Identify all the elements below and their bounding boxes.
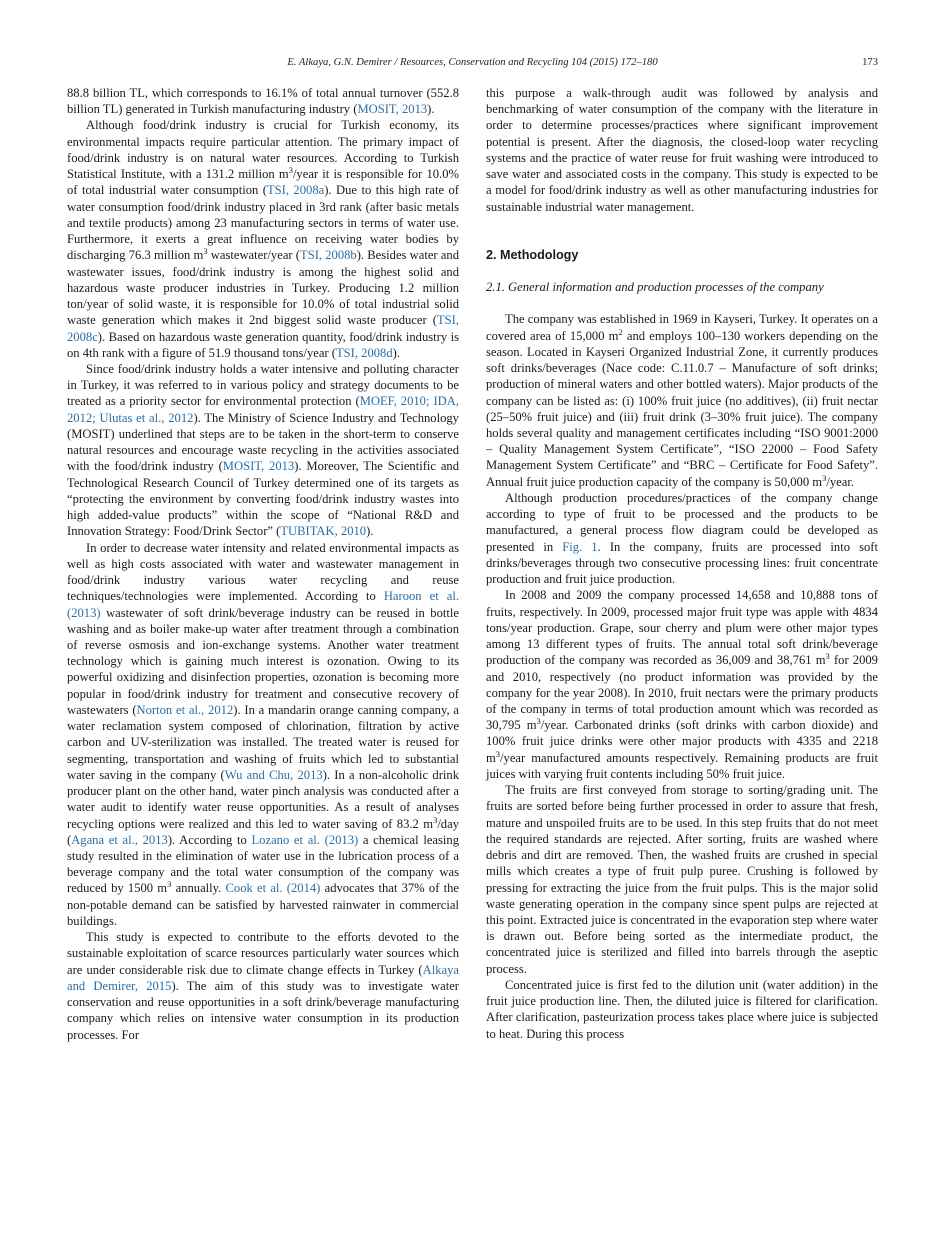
citation-link[interactable]: MOEF, 2010; IDA, 2012; Ulutas et al., 2012 <box>67 394 459 425</box>
running-title: E. Alkaya, G.N. Demirer / Resources, Conservation and Recycling 104 (2015) 172–180 <box>287 57 658 68</box>
superscript: 3 <box>825 651 830 662</box>
paragraph <box>486 490 878 587</box>
superscript: 3 <box>167 879 172 890</box>
citation-link[interactable]: TSI, 2008b <box>300 248 357 263</box>
citation-link[interactable]: Norton et al., 2012 <box>136 702 234 717</box>
citation-link[interactable]: Haroon et al. (2013) <box>67 589 459 620</box>
text-run: for 2009 and 2010, respectively (no product information was provided by the company for the year 2008). In 2010, fruit nectars were the primary products of the company in terms of total production amount which was recorded as 30,795 m <box>486 653 878 733</box>
text-run: ). The aim of this study was to investigate water conservation and reuse opportunities in a soft drink/beverage manufacturing company which relies on intensive water consumption in its production processes. For <box>67 978 459 1042</box>
text-run: Although production procedures/practices of the company change according to type of fruit to be processed and the products to be manufactured, a general process flow diagram could be developed as presented in <box>486 490 878 554</box>
text-run: this purpose a walk-through audit was followed by analysis and benchmarking of water consumption of the company with the literature in order to determine processes/practices where significant improvement potential is present. After the diagnosis, the closed-loop water recycling systems and the practice of water reuse for fruit washing were introduced to save water and associated costs in the company. This study is expected to be a model for food/drink industry as well as other manufacturing industries for sustainable industrial water management. <box>486 86 878 214</box>
paragraph <box>486 587 878 782</box>
section-heading: 2. Methodology <box>486 247 579 262</box>
text-run: In 2008 and 2009 the company processed 14,658 and 10,888 tons of fruits, respectively. In 2009, processed major fruit type was apple with 4834 tons/year production. Grape, sour cherry and plum were other major types among 13 different types of fruits. The annual total soft drink/beverage production of the company was recorded as 36,009 and 38,761 m <box>486 588 878 668</box>
left-column <box>67 85 459 1043</box>
citation-link[interactable]: TSI, 2008c <box>67 313 459 344</box>
paragraph <box>67 361 459 540</box>
citation-link[interactable]: MOSIT, 2013 <box>222 459 295 474</box>
citation-link[interactable]: Lozano et al. (2013) <box>251 832 359 847</box>
superscript: 3 <box>822 472 827 483</box>
text-run: ). <box>366 524 374 539</box>
superscript: 3 <box>495 748 501 759</box>
text-run: /year it is responsible for 10.0% of total industrial water consumption ( <box>67 167 459 198</box>
text-run: Concentrated juice is first fed to the dilution unit (water addition) in the fruit juice production line. Then, the diluted juice is filtered for clarification. After clarification, pasteurization process takes place where juice is subjected to heat. During this process <box>486 977 878 1041</box>
text-run: 88.8 billion TL, which corresponds to 16.1% of total annual turnover (552.8 billion TL) generated in Turkish manufacturing industry ( <box>67 86 459 117</box>
citation-link[interactable]: MOSIT, 2013 <box>357 102 428 117</box>
citation-link[interactable]: Alkaya and Demirer, 2015 <box>67 962 459 993</box>
text-run: Since food/drink industry holds a water intensive and polluting character in Turkey, it was referred to in various policy and strategy documents to be treated as a priority sector for environmental protection ( <box>67 361 459 409</box>
text-run: ). <box>392 345 400 360</box>
text-run: . In the company, fruits are processed into soft drinks/beverages through two consecutive processing lines: fruit concentrate production and fruit juice production. <box>486 539 878 587</box>
text-run: Although food/drink industry is crucial for Turkish economy, its environmental impacts require particular attention. The primary impact of food/drink industry is on natural water resources. According to Turkish Statistical Institute, with a 131.2 million m <box>67 118 459 182</box>
paragraph <box>67 117 459 361</box>
paragraph <box>67 929 459 1043</box>
text-run: /year manufactured amounts respectively. Remaining products are fruit juices with varying fruit contents including 50% fruit juice. <box>486 750 878 781</box>
paragraph <box>67 85 459 117</box>
paragraph <box>67 540 459 930</box>
superscript: 3 <box>433 814 438 825</box>
text-run: a chemical leasing study resulted in the elimination of water use in the lubrication process of a beverage company and the total water consumption of the company was reduced by 1500 m <box>67 832 459 896</box>
text-run: /year. Carbonated drinks (soft drinks with carbon dioxide) and 100% fruit juice drinks were other major products with 4335 and 2218 m <box>486 718 879 765</box>
text-run: In order to decrease water intensity and related environmental impacts as well as high costs associated with water and wastewater management in food/drink industry various water recycling and reuse techniques/technologies were implemented. According to <box>67 540 459 604</box>
text-run: /day ( <box>67 816 459 847</box>
text-run: ). In a non-alcoholic drink producer plant on the other hand, water pinch analysis was conducted after a water audit to identify water reuse opportunities. As a result of analyses recycling options were realized and this led to water saving of 83.2 m <box>67 767 459 831</box>
text-run: ). Due to this high rate of water consumption food/drink industry placed in 3rd rank (after basic metals and textile products) among 23 manufacturing sectors in terms of water use. Furthermore, it exerts a great influence on receiving water bodies by discharging 76.3 million m <box>67 183 459 263</box>
citation-link[interactable]: TUBITAK, 2010 <box>280 524 367 539</box>
paragraph <box>486 977 878 1042</box>
text-run: annually. <box>171 881 226 896</box>
citation-link[interactable]: Agana et al., 2013 <box>71 832 168 847</box>
text-run: The company was established in 1969 in Kayseri, Turkey. It operates on a covered area of 15,000 m <box>486 312 878 343</box>
text-run: wastewater/year ( <box>207 248 300 263</box>
superscript: 3 <box>536 716 541 727</box>
superscript: 3 <box>288 165 293 176</box>
text-run: ). <box>427 102 435 117</box>
text-run: ). The Ministry of Science Industry and Technology (MOSIT) underlined that steps are to be taken in the short-term to conserve natural resources and encourage waste recycling in the activities associated with the food/drink industry ( <box>67 410 459 474</box>
text-run: The fruits are first conveyed from storage to sorting/grading unit. The fruits are sorted before being further processed in order to assure that fresh, mature and unspoiled fruits are to be used. In this step fruits that do not meet the required standards are rejected. After sorting, fruits are washed where debris and dirt are removed. Then, the washed fruits are crushed in special mills which creates a type of fruit pulp puree. Crushing is followed by pressing for extracting the juice from the fruit pulps. This is the major solid waste generating operation in the company since spent pulps are rejected at this point. Extracted juice is concentrated in the evaporation step where water is drawn out. Before being sorted as the intermediate product, the concentrated juice is sterilized and filled into barrels through the aseptic process. <box>486 783 878 976</box>
right-column <box>486 85 878 1042</box>
subsection-heading: 2.1. General information and production processes of the company <box>486 280 824 295</box>
citation-link[interactable]: Fig. 1 <box>562 539 598 554</box>
text-run: and employs 100–130 workers depending on the season. Located in Kayseri Organized Industrial Zone, it currently produces soft drinks/beverages (Nace code: C.11.0.7 – Manufacture of soft drinks; production of mineral waters and other bottled waters). Major products of the company can be listed as: (i) 100% fruit juice (no additives), (ii) fruit nectar (25–50% fruit juice) and (iii) fruit drink (3–30% fruit juice). The company holds several quality and management certificates including “ISO 9001:2000 – Quality Management System Certificate”, “ISO 22000 – Food Safety Management System Certificate” and “BRC – Certificate for Food Safety”. Annual fruit juice production capacity of the company is 50,000 m <box>486 328 878 489</box>
text-run: ). Based on hazardous waste generation quantity, food/drink industry is on 4th rank with a figure of 51.9 thousand tons/year ( <box>67 329 459 360</box>
superscript: 2 <box>618 326 623 337</box>
superscript: 3 <box>203 246 208 257</box>
text-run: /year. <box>826 474 854 489</box>
paragraph <box>486 311 878 490</box>
text-run: advocates that 37% of the non-potable demand can be satisfied by harvested rainwater in commercial buildings. <box>67 881 460 928</box>
text-run: ). Moreover, The Scientific and Technological Research Council of Turkey determined one of its targets as “protecting the environment by converting food/drink industry wastes into high added-value products” within the scope of “National R&D and Innovation Strategy: Food/Drink Sector” ( <box>67 459 460 539</box>
citation-link[interactable]: TSI, 2008d <box>335 345 393 360</box>
page-number: 173 <box>862 57 878 68</box>
citation-link[interactable]: Cook et al. (2014) <box>225 881 321 896</box>
citation-link[interactable]: TSI, 2008a <box>266 183 325 198</box>
citation-link[interactable]: Wu and Chu, 2013 <box>224 767 323 782</box>
text-run: wastewater of soft drink/beverage industry can be reused in bottle washing and as boiler make-up water after treatment through a combination of reverse osmosis and ion-exchange systems. Another water treatment technology which is gaining much interest is ozonation. Owing to its powerful oxidizing and disinfection properties, ozonation is becoming more popular in food/drink industry for treatment and consecutive recovery of wastewaters ( <box>67 605 459 717</box>
text-run: ). Besides water and wastewater issues, food/drink industry is among the highest solid and hazardous waste producer industries in Turkey. Producing 1.2 million ton/year of solid waste, it is responsible for 10.0% of total industrial solid waste generation which makes it 2nd biggest solid waste producer ( <box>67 248 459 328</box>
paragraph <box>486 85 878 215</box>
text-run: ). In a mandarin orange canning company, a water reclamation system composed of chlorination, filtration by active carbon and UV-sterilization was installed. The treated water is reused for segmenting, transportation and washing of fruits which led to substantial water saving in the company ( <box>67 702 459 782</box>
text-run: ). According to <box>167 832 252 847</box>
text-run: This study is expected to contribute to the efforts devoted to the sustainable exploitation of scarce resources particularly water sources which are under considerable risk due to climate change effects in Turkey ( <box>67 930 459 977</box>
paragraph <box>486 782 878 977</box>
running-header <box>67 55 878 71</box>
